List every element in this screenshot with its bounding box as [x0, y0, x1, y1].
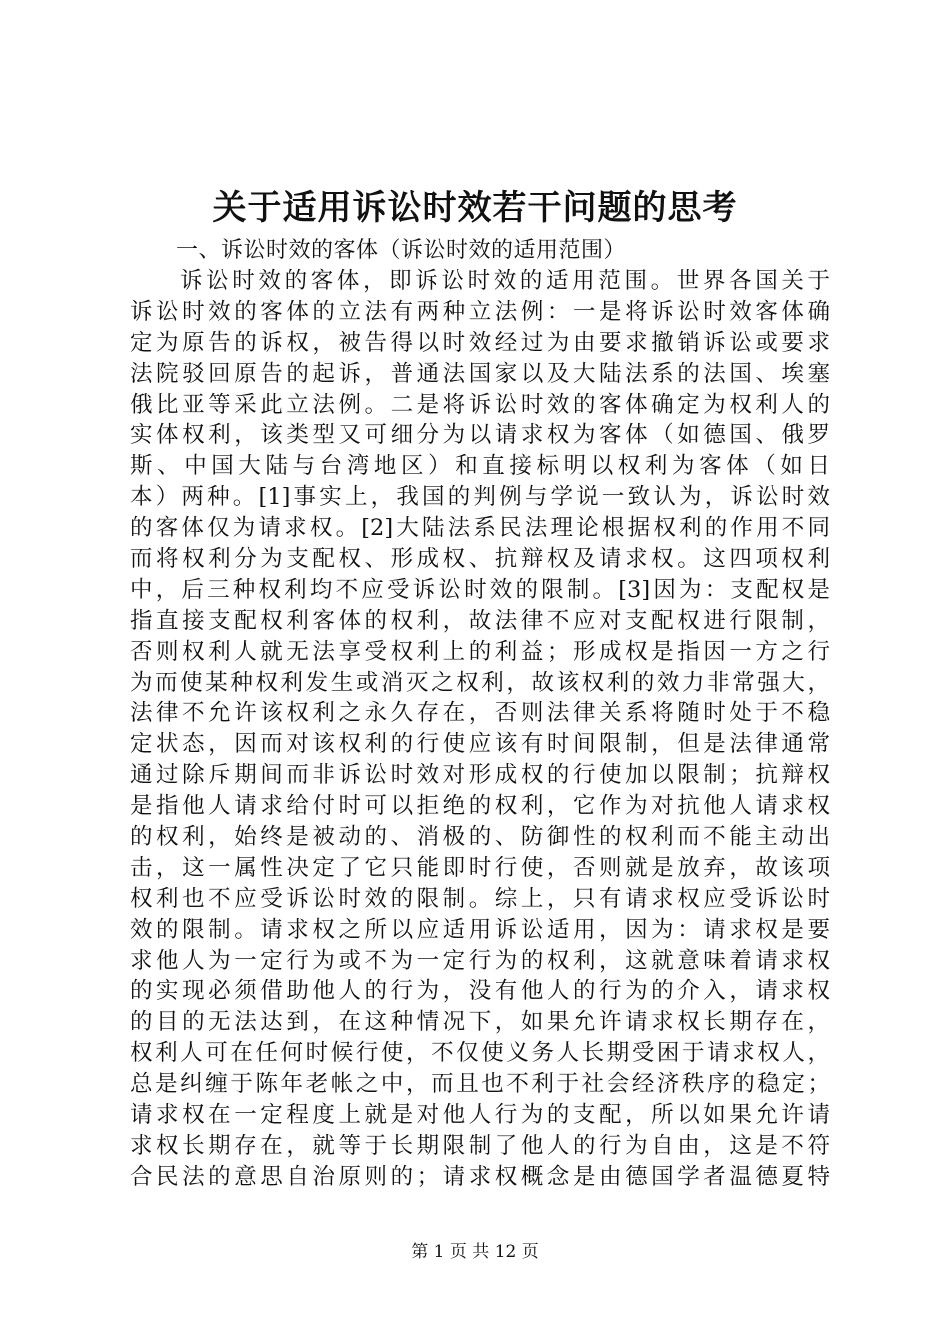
- paragraph-line: 通过除斥期间而非诉讼时效对形成权的行使加以限制；抗辩权: [130, 762, 830, 789]
- paragraph-line: 定为原告的诉权，被告得以时效经过为由要求撤销诉讼或要求: [130, 329, 830, 356]
- paragraph-line: 法律不允许该权利之永久存在，否则法律关系将随时处于不稳: [130, 700, 830, 727]
- paragraph-line: 的实现必须借助他人的行为，没有他人的行为的介入，请求权: [130, 978, 830, 1005]
- paragraph-line: 定状态，因而对该权利的行使应该有时间限制，但是法律通常: [130, 731, 830, 758]
- paragraph-line: 总是纠缠于陈年老帐之中，而且也不利于社会经济秩序的稳定；: [130, 1071, 830, 1098]
- paragraph-line: 求权长期存在，就等于长期限制了他人的行为自由，这是不符: [130, 1132, 830, 1159]
- paragraph-line: 合民法的意思自治原则的；请求权概念是由德国学者温德夏特: [130, 1163, 830, 1190]
- paragraph-line: 俄比亚等采此立法例。二是将诉讼时效的客体确定为权利人的: [130, 391, 830, 418]
- paragraph-line: 斯、中国大陆与台湾地区）和直接标明以权利为客体（如日: [130, 453, 830, 480]
- paragraph-line: 为而使某种权利发生或消灭之权利，故该权利的效力非常强大，: [130, 669, 830, 696]
- paragraph-line: 的目的无法达到，在这种情况下，如果允许请求权长期存在，: [130, 1009, 830, 1036]
- paragraph-line: 的客体仅为请求权。[2]大陆法系民法理论根据权利的作用不同: [130, 515, 830, 542]
- paragraph-line: 法院驳回原告的起诉，普通法国家以及大陆法系的法国、埃塞: [130, 360, 830, 387]
- paragraph-line: 请求权在一定程度上就是对他人行为的支配，所以如果允许请: [130, 1102, 830, 1129]
- body-paragraph: [130, 266, 830, 1193]
- page-footer: 第 1 页 共 12 页: [411, 1242, 539, 1262]
- paragraph-line: 求他人为一定行为或不为一定行为的权利，这就意味着请求权: [130, 947, 830, 974]
- paragraph-line: 的权利，始终是被动的、消极的、防御性的权利而不能主动出: [130, 824, 830, 851]
- paragraph-line: 而将权利分为支配权、形成权、抗辩权及请求权。这四项权利: [130, 546, 830, 573]
- paragraph-line: 权利人可在任何时候行使，不仅使义务人长期受困于请求权人，: [130, 1040, 830, 1067]
- paragraph-line: 是指他人请求给付时可以拒绝的权利，它作为对抗他人请求权: [130, 793, 830, 820]
- document-title: 关于适用诉讼时效若干问题的思考: [212, 188, 738, 228]
- paragraph-line: 击，这一属性决定了它只能即时行使，否则就是放弃，故该项: [130, 854, 830, 881]
- paragraph-line: 权利也不应受诉讼时效的限制。综上，只有请求权应受诉讼时: [130, 885, 830, 912]
- paragraph-line: 否则权利人就无法享受权利上的利益；形成权是指因一方之行: [130, 638, 830, 665]
- paragraph-line: 诉讼时效的客体的立法有两种立法例：一是将诉讼时效客体确: [130, 298, 830, 325]
- section-heading: 一、诉讼时效的客体（诉讼时效的适用范围）: [176, 238, 627, 263]
- paragraph-line: 指直接支配权利客体的权利，故法律不应对支配权进行限制，: [130, 607, 830, 634]
- paragraph-line: 本）两种。[1]事实上，我国的判例与学说一致认为，诉讼时效: [130, 484, 830, 511]
- paragraph-line: 中，后三种权利均不应受诉讼时效的限制。[3]因为：支配权是: [130, 576, 830, 603]
- paragraph-line: 效的限制。请求权之所以应适用诉讼适用，因为：请求权是要: [130, 916, 830, 943]
- paragraph-line: 实体权利，该类型又可细分为以请求权为客体（如德国、俄罗: [130, 422, 830, 449]
- paragraph-line: 诉讼时效的客体，即诉讼时效的适用范围。世界各国关于: [180, 268, 830, 294]
